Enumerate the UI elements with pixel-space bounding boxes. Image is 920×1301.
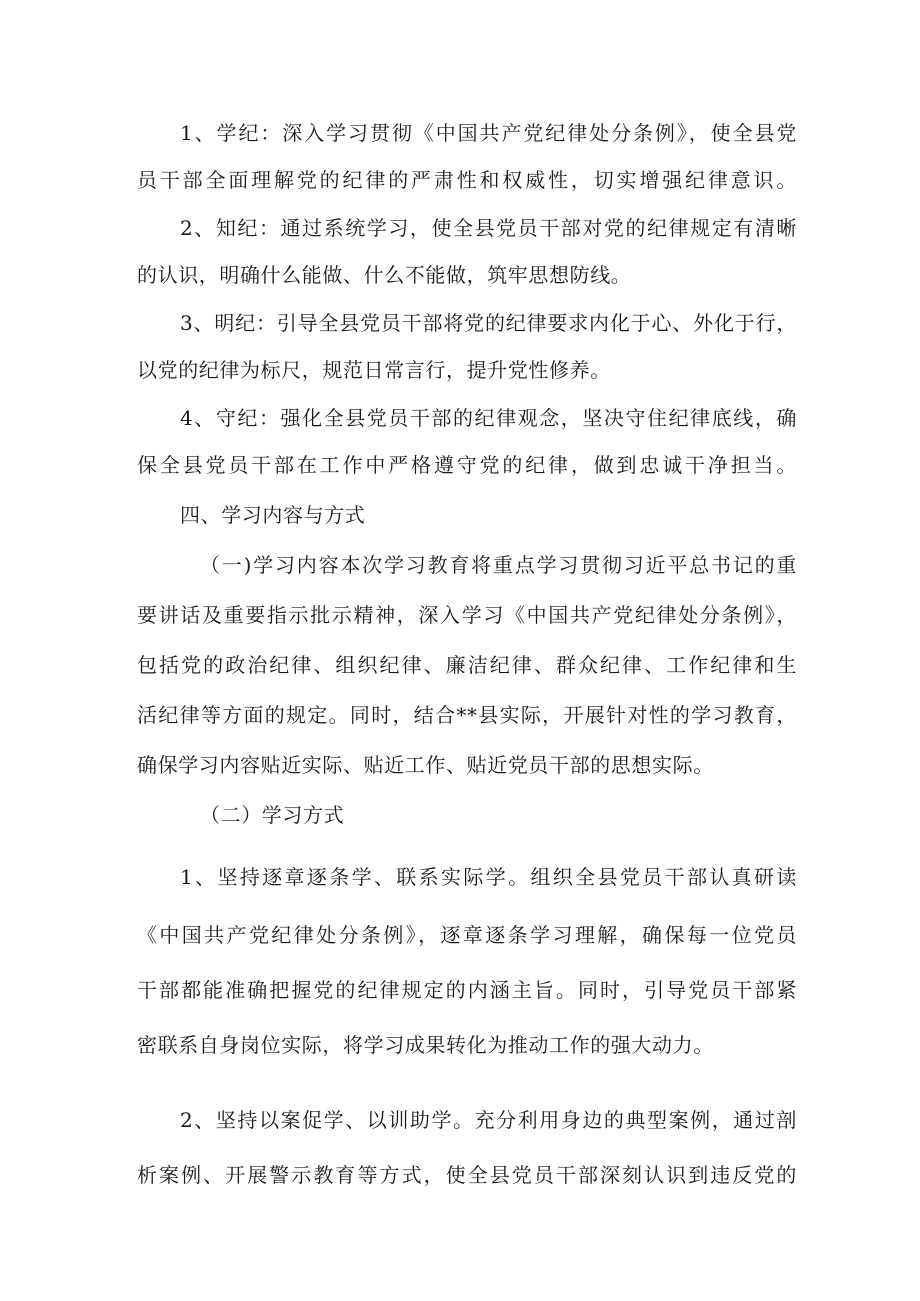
paragraph-line: 要讲话及重要指示批示精神，深入学习《中国共产党纪律处分条例》，: [137, 603, 797, 627]
paragraph-line: 保全县党员干部在工作中严格遵守党的纪律，做到忠诚干净担当。: [137, 453, 797, 477]
paragraph-line: 确保学习内容贴近实际、贴近工作、贴近党员干部的思想实际。: [137, 753, 714, 777]
paragraph-line: 析案例、开展警示教育等方式，使全县党员干部深刻认识到违反党的: [137, 1163, 797, 1187]
paragraph-line: 的认识，明确什么能做、什么不能做，筑牢思想防线。: [137, 263, 632, 287]
paragraph-line: 员干部全面理解党的纪律的严肃性和权威性，切实增强纪律意识。: [137, 168, 797, 192]
paragraph-line: 以党的纪律为标尺，规范日常言行，提升党性修养。: [137, 358, 611, 382]
subsection-heading: （二）学习方式: [200, 803, 345, 827]
paragraph-line: 密联系自身岗位实际，将学习成果转化为推动工作的强大动力。: [137, 1033, 714, 1057]
section-heading: 四、学习内容与方式: [180, 503, 366, 527]
paragraph-line: 3、明纪：引导全县党员干部将党的纪律要求内化于心、外化于行，: [180, 311, 797, 335]
paragraph-line: 活纪律等方面的规定。同时，结合**县实际，开展针对性的学习教育，: [137, 703, 797, 727]
paragraph-line: 1、学纪：深入学习贯彻《中国共产党纪律处分条例》，使全县党: [180, 121, 797, 145]
paragraph-line: 1、坚持逐章逐条学、联系实际学。组织全县党员干部认真研读: [180, 865, 797, 889]
paragraph-line: 4、守纪：强化全县党员干部的纪律观念，坚决守住纪律底线，确: [180, 406, 797, 430]
paragraph-line: 干部都能准确把握党的纪律规定的内涵主旨。同时，引导党员干部紧: [137, 978, 797, 1002]
paragraph-line: （一)学习内容本次学习教育将重点学习贯彻习近平总书记的重: [200, 553, 797, 577]
paragraph-line: 《中国共产党纪律处分条例》，逐章逐条学习理解，确保每一位党员: [137, 923, 797, 947]
paragraph-line: 2、坚持以案促学、以训助学。充分利用身边的典型案例，通过剖: [180, 1108, 797, 1132]
paragraph-line: 包括党的政治纪律、组织纪律、廉洁纪律、群众纪律、工作纪律和生: [137, 653, 797, 677]
paragraph-line: 2、知纪：通过系统学习，使全县党员干部对党的纪律规定有清晰: [180, 216, 797, 240]
